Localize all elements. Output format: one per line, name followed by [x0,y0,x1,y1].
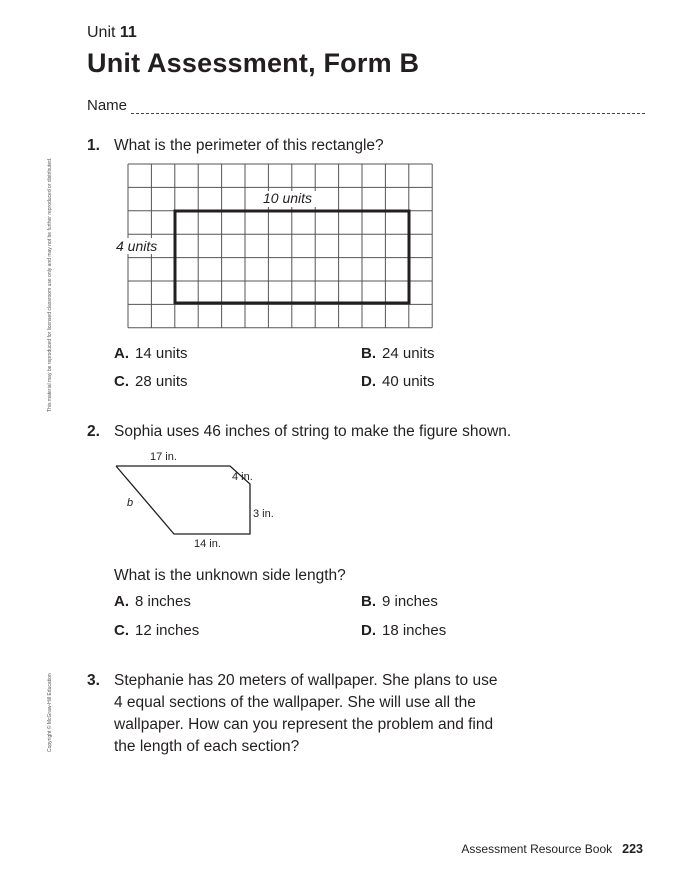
choice-a[interactable]: A. 14 units [114,345,188,362]
unit-number: 11 [119,24,137,41]
question-number: 3. [87,672,100,689]
question-text [114,670,497,758]
book-title: Assessment Resource Book [461,842,613,856]
permission-note: This material may be reproduced for licensed classroom use only and may not be further reproduced or distributed. [47,157,53,412]
question-number: 2. [87,423,100,440]
top-side-label: 17 in. [150,451,177,463]
choice-d[interactable]: D. 18 inches [361,622,447,639]
question-line: Stephanie has 20 meters of wallpaper. She plans to use [114,672,498,689]
question-number: 1. [87,137,100,154]
page-footer [461,842,643,856]
slant-side-label: 4 in. [232,471,253,483]
top-length-label: 10 units [263,190,313,206]
unknown-side-label: b [127,497,134,509]
question-text: Sophia uses 46 inches of string to make the figure shown. [114,423,512,440]
copyright-note: Copyright © McGraw-Hill Education [47,673,53,752]
name-field[interactable] [131,99,645,114]
choice-d[interactable]: D. 40 units [361,373,435,390]
rectangle-grid-figure [112,158,442,330]
question-line: 4 equal sections of the wallpaper. She will use all the [114,694,476,711]
bottom-side-label: 14 in. [194,538,221,550]
figure-outline [116,466,250,534]
choice-b[interactable]: B. 24 units [361,345,435,362]
choice-c[interactable]: C. 12 inches [114,622,200,639]
page-number: 223 [622,842,643,856]
side-length-label: 4 units [116,238,158,254]
question-line: wallpaper. How can you represent the problem and find [114,716,494,733]
page-title: Unit Assessment, Form B [87,48,420,78]
hexagon-figure [110,445,290,555]
choice-b[interactable]: B. 9 inches [361,593,438,610]
unit-label [87,24,137,42]
choice-a[interactable]: A. 8 inches [114,593,191,610]
right-side-label: 3 in. [253,508,274,520]
name-row [87,97,645,114]
name-label: Name [87,97,128,114]
question-text: What is the perimeter of this rectangle? [114,137,384,154]
unit-word: Unit [87,24,116,41]
choice-c[interactable]: C. 28 units [114,373,188,390]
question-line: the length of each section? [114,738,300,755]
question-prompt: What is the unknown side length? [114,567,346,584]
